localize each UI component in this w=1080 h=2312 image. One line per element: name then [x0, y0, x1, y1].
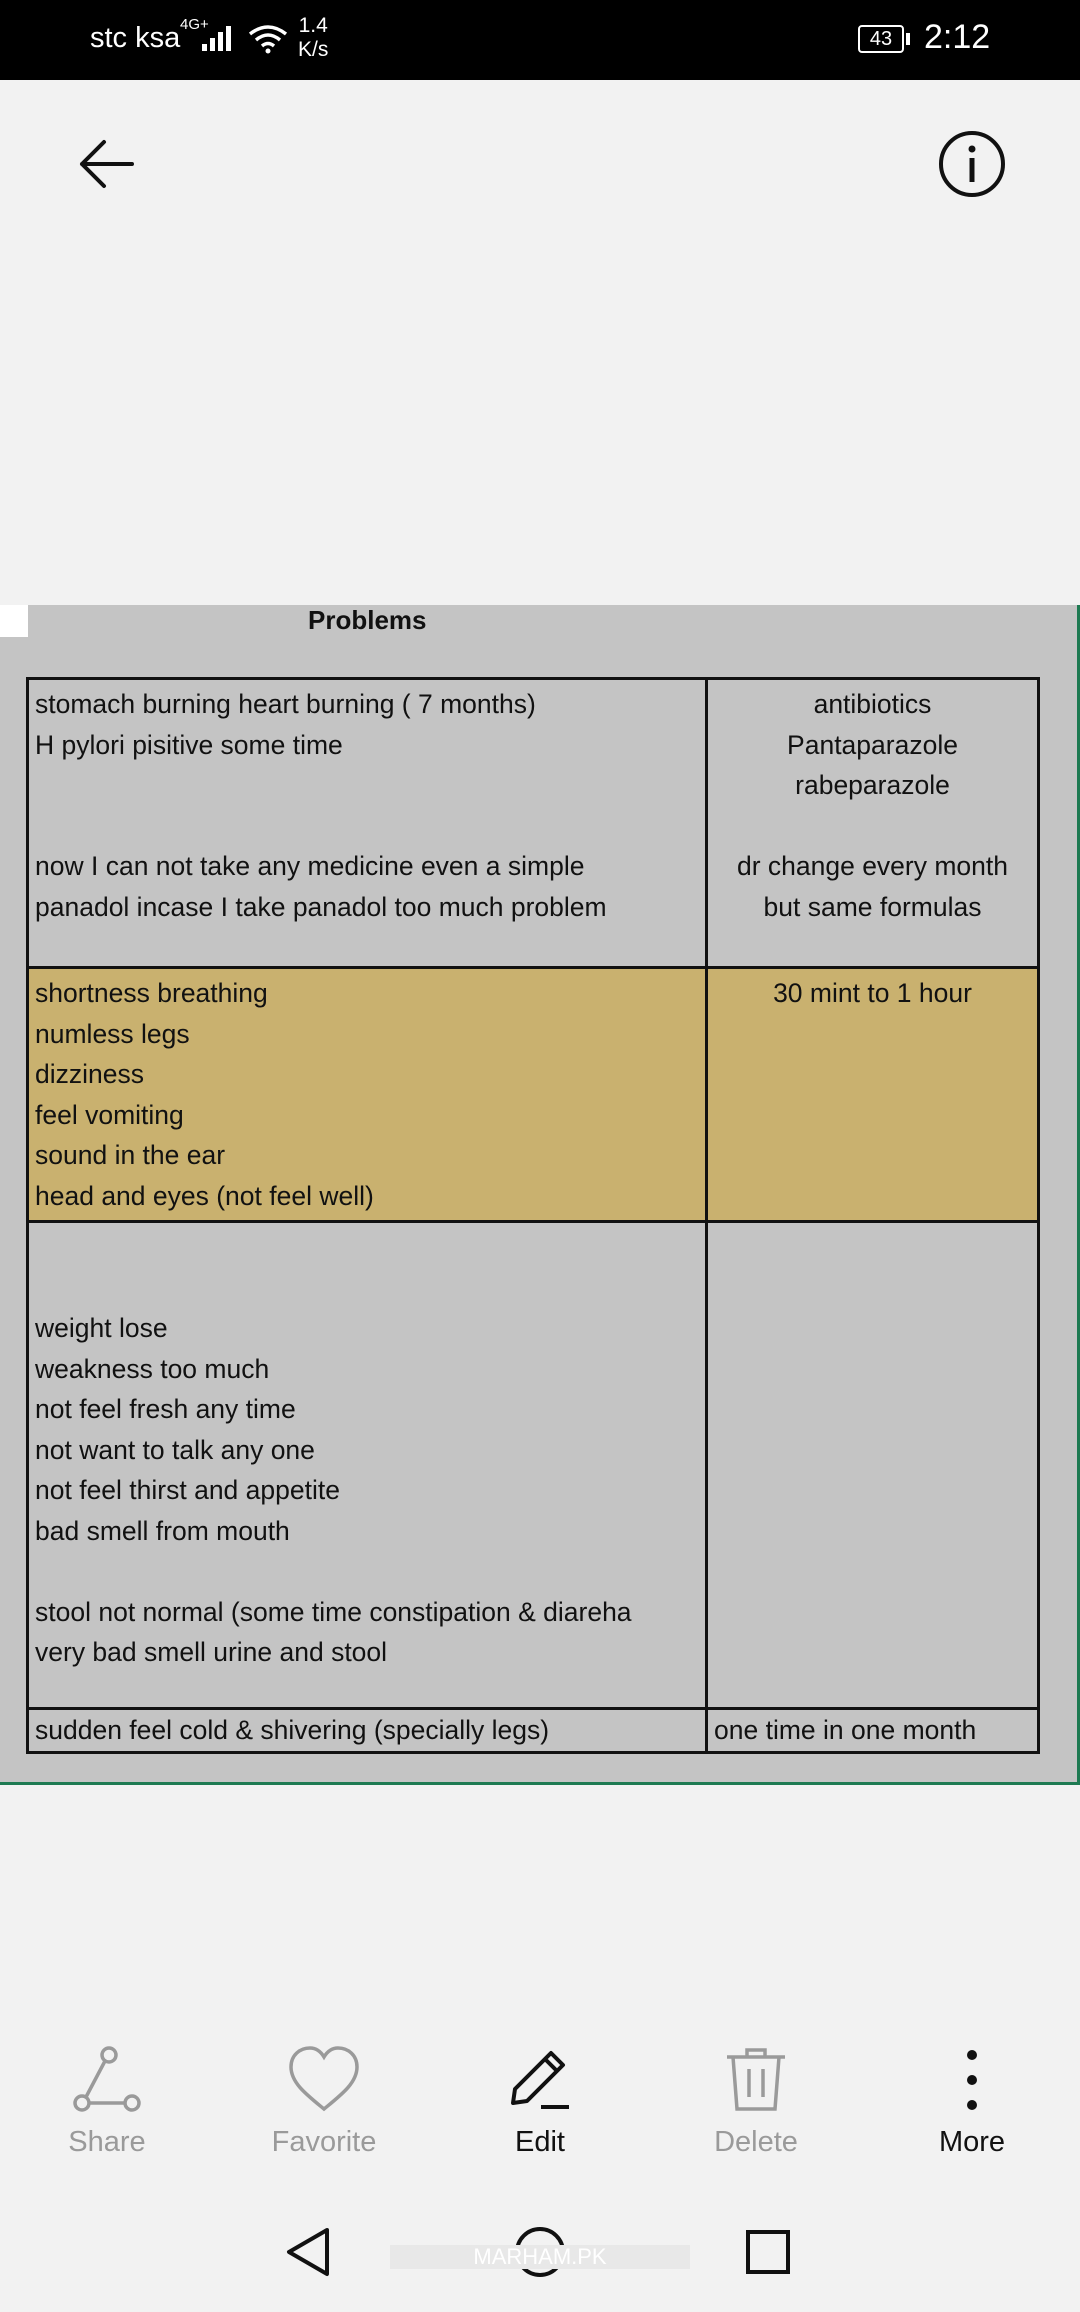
- cell-line: Pantaparazole: [787, 729, 958, 760]
- cell-line: weakness too much: [35, 1353, 270, 1384]
- cell-line: not want to talk any one: [35, 1434, 315, 1465]
- cell-line: one time in one month: [714, 1715, 977, 1745]
- table-row: [28, 679, 1039, 968]
- cell-line: 30 mint to 1 hour: [773, 978, 972, 1008]
- delete-label: Delete: [714, 2126, 798, 2158]
- network-type: 4G+: [180, 16, 209, 33]
- share-label: Share: [68, 2126, 146, 2158]
- cell-line: stool not normal (some time constipation & diareha: [35, 1596, 632, 1627]
- share-button[interactable]: [27, 2040, 187, 2159]
- wifi-icon: [248, 24, 288, 59]
- cell-line: weight lose: [35, 1313, 168, 1343]
- battery-icon: [906, 33, 910, 45]
- cell-line: bad smell from mouth: [35, 1515, 290, 1546]
- watermark: MARHAM.PK: [390, 2245, 690, 2269]
- table-row: [28, 1709, 1039, 1753]
- square-recents-icon: [743, 2227, 793, 2277]
- more-button[interactable]: [892, 2040, 1052, 2159]
- cell-line: stomach burning heart burning ( 7 months): [35, 689, 536, 719]
- action-bar: [0, 2040, 1080, 2180]
- cell-line: very bad smell urine and stool: [35, 1637, 388, 1667]
- nav-back-button[interactable]: [278, 2222, 338, 2282]
- edit-button[interactable]: [460, 2040, 620, 2159]
- favorite-label: Favorite: [271, 2126, 377, 2158]
- signal-icon: [200, 24, 234, 57]
- sheet-corner: [0, 605, 28, 637]
- cell-line: now I can not take any medicine even a simple: [35, 851, 585, 881]
- table-row: [28, 968, 1039, 1222]
- symptoms-table: [26, 677, 1040, 1754]
- photo-view[interactable]: [0, 605, 1080, 1785]
- share-icon: [72, 2045, 142, 2115]
- favorite-button[interactable]: [244, 2040, 404, 2159]
- delete-button[interactable]: [676, 2040, 836, 2159]
- edit-label: Edit: [515, 2126, 565, 2158]
- cell-line: not feel fresh any time: [35, 1394, 296, 1424]
- network-speed: [298, 14, 328, 62]
- cell-line: antibiotics: [813, 689, 932, 719]
- arrow-left-icon: [76, 134, 136, 194]
- cell-line: numless legs: [35, 1018, 190, 1049]
- table-cell-right: [707, 679, 1039, 968]
- trash-icon: [721, 2045, 791, 2115]
- carrier-name: stc ksa: [90, 22, 181, 54]
- status-bar: [0, 0, 1080, 80]
- more-vertical-icon: [957, 2045, 987, 2115]
- speed-value: 1.4: [298, 14, 328, 37]
- cell-line: sudden feel cold & shivering (specially legs): [35, 1715, 550, 1745]
- cell-line: dr change every month: [736, 851, 1009, 881]
- cell-line: shortness breathing: [35, 978, 268, 1008]
- table-cell-left: [28, 968, 707, 1222]
- heart-icon: [287, 2045, 361, 2115]
- cell-line: H pylori pisitive some time: [35, 729, 343, 760]
- sheet-title: Problems: [308, 605, 427, 635]
- table-cell-left: [28, 679, 707, 968]
- cell-line: not feel thirst and appetite: [35, 1475, 340, 1505]
- battery-indicator: 43: [858, 25, 904, 53]
- triangle-back-icon: [283, 2226, 333, 2278]
- cell-line: rabeparazole: [795, 770, 950, 800]
- cell-line: sound in the ear: [35, 1140, 226, 1170]
- table-row: [28, 1222, 1039, 1709]
- table-cell-right: [707, 968, 1039, 1222]
- table-cell-left: [28, 1222, 707, 1709]
- back-button[interactable]: [66, 124, 146, 204]
- info-button[interactable]: [932, 124, 1012, 204]
- info-icon: [937, 129, 1007, 199]
- clock: 2:12: [924, 18, 991, 56]
- speed-unit: K/s: [298, 38, 329, 61]
- more-label: More: [938, 2126, 1006, 2158]
- cell-line: dizziness: [35, 1059, 144, 1089]
- cell-line: head and eyes (not feel well): [35, 1180, 374, 1211]
- table-cell-right: [707, 1222, 1039, 1709]
- table-cell-right: [707, 1709, 1039, 1753]
- pencil-icon: [505, 2045, 575, 2115]
- nav-recents-button[interactable]: [738, 2222, 798, 2282]
- cell-line: but same formulas: [763, 891, 982, 922]
- table-cell-left: [28, 1709, 707, 1753]
- cell-line: panadol incase I take panadol too much problem: [35, 891, 607, 922]
- cell-line: feel vomiting: [35, 1099, 184, 1130]
